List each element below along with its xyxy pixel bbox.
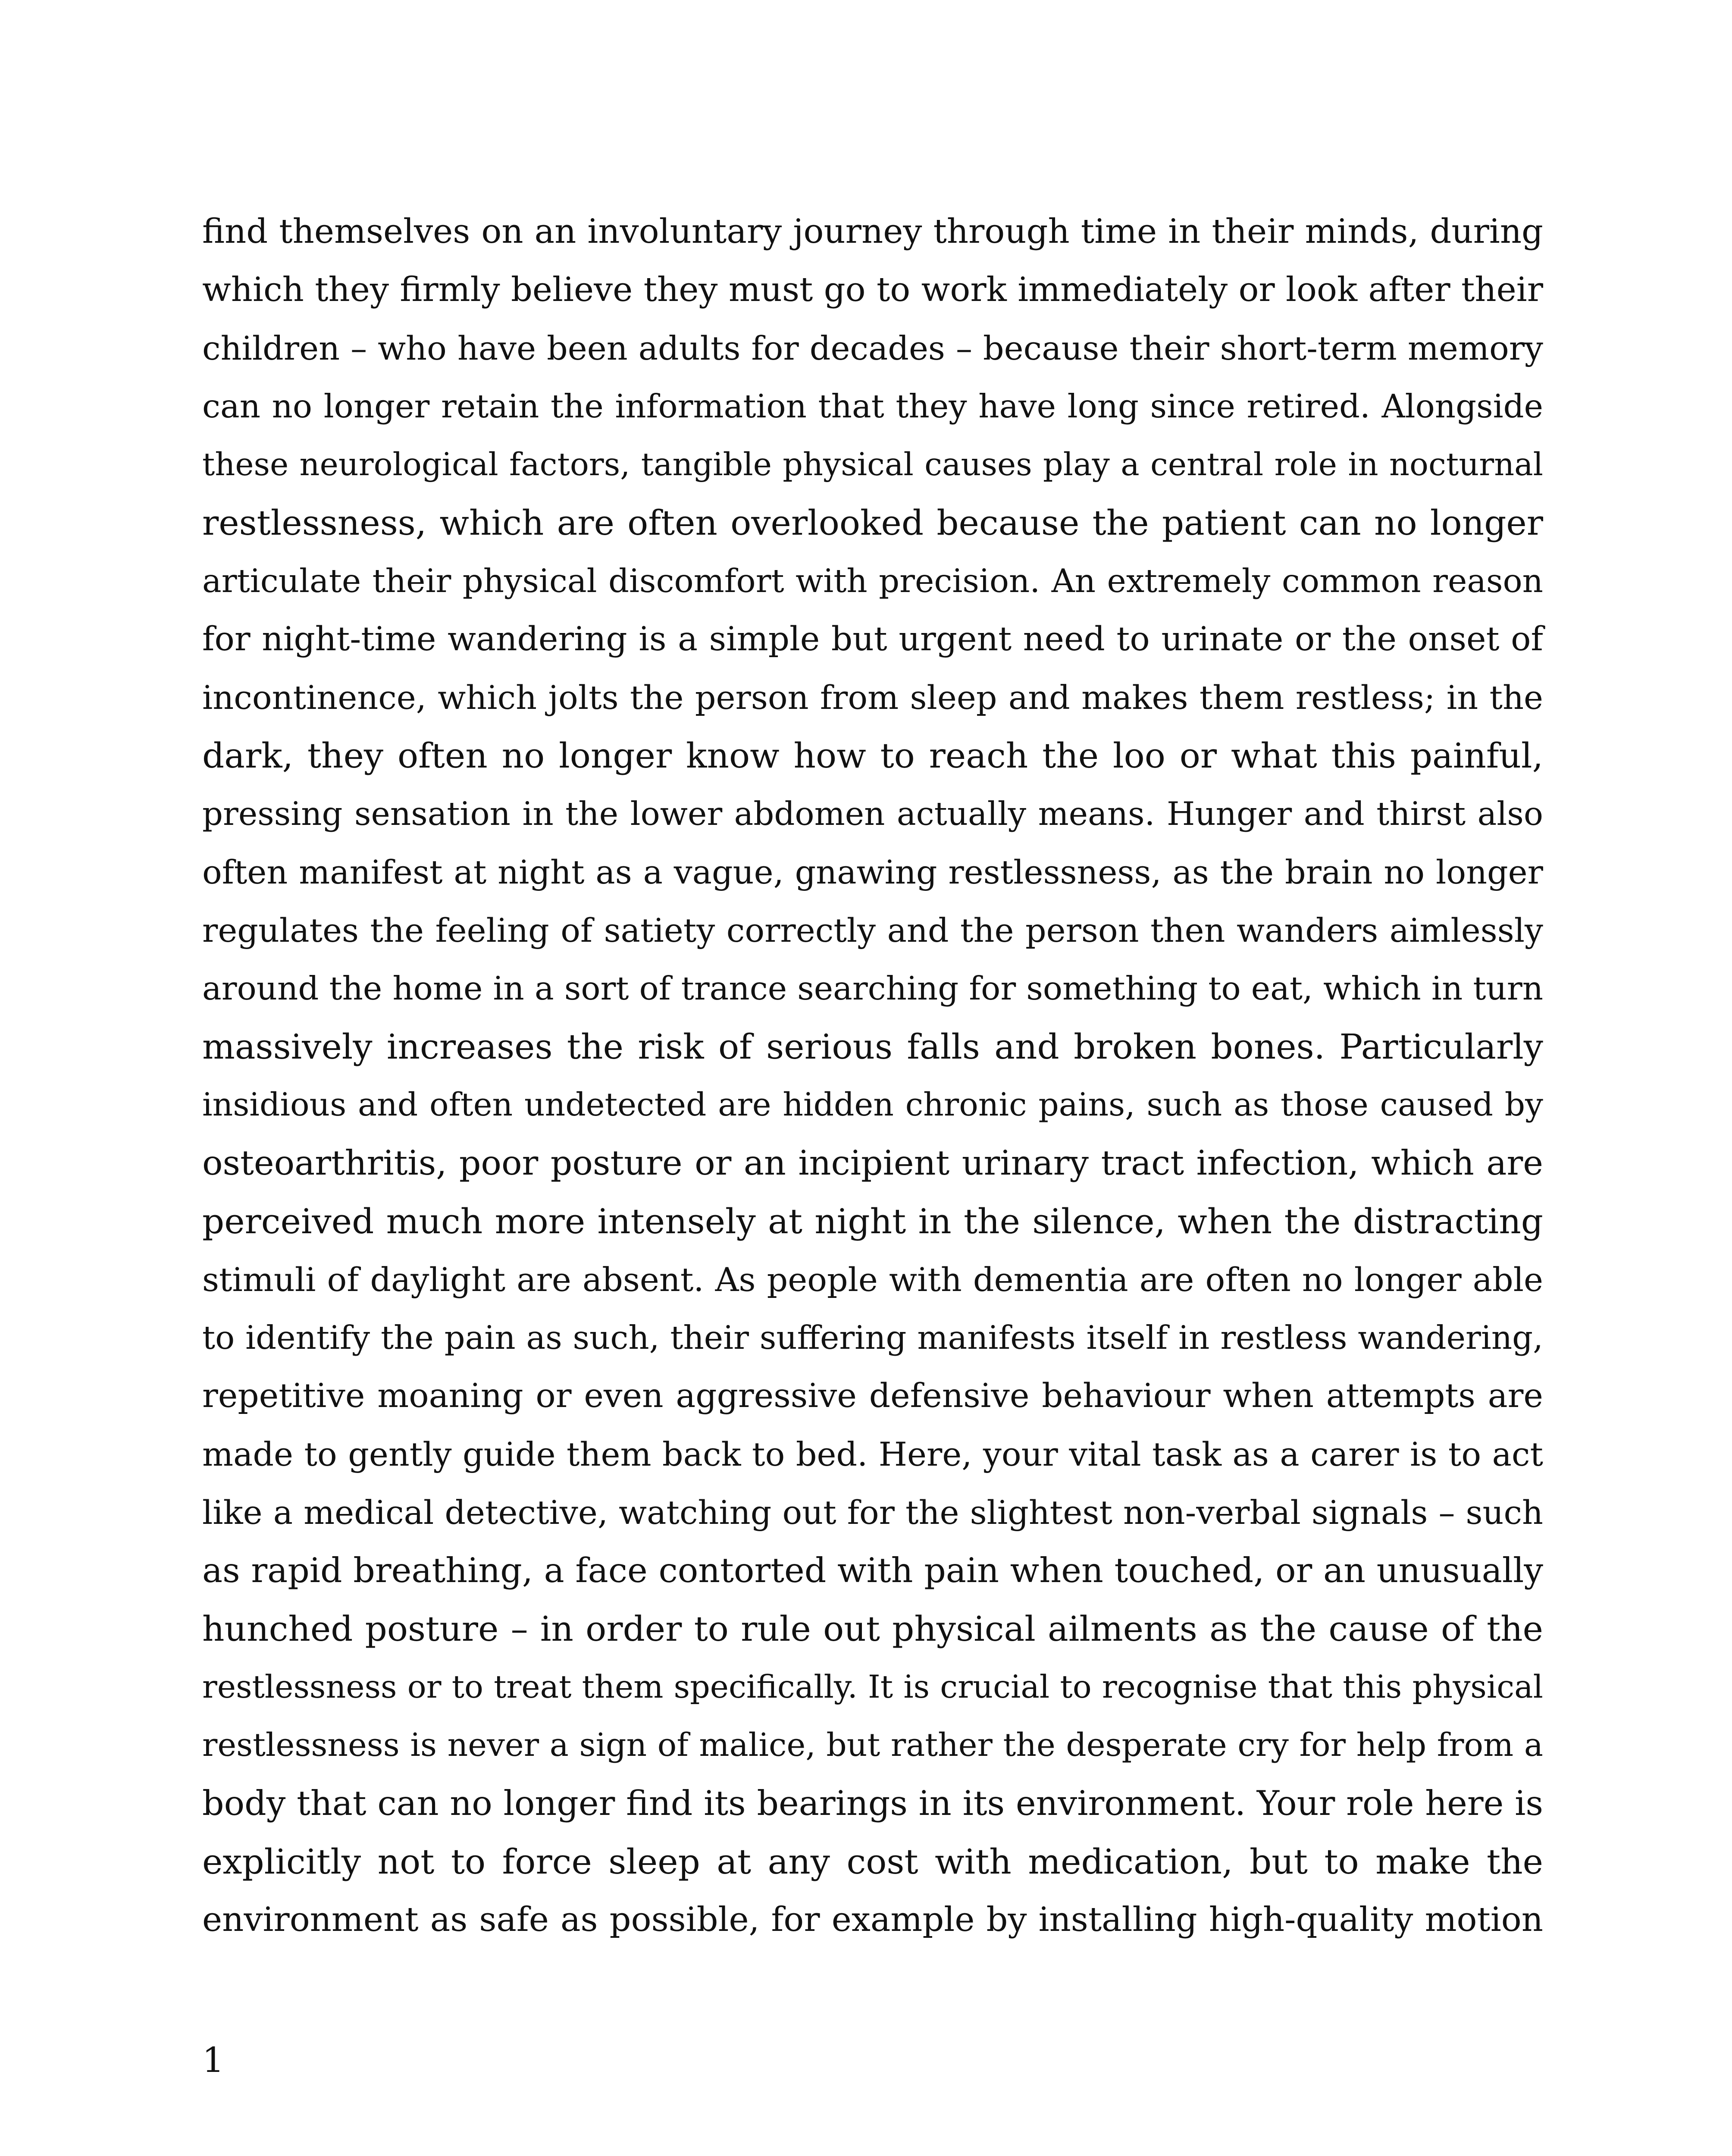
text-line: these neurological factors, tangible physical causes play a central role in nocturnal	[202, 446, 1543, 483]
text-line: environment as safe as possible, for example by installing high-quality motion	[202, 1900, 1543, 1939]
text-line: restlessness is never a sign of malice, but rather the desperate cry for help from a	[202, 1727, 1543, 1764]
text-line: hunched posture – in order to rule out physical ailments as the cause of the	[202, 1609, 1543, 1649]
text-line: insidious and often undetected are hidden chronic pains, such as those caused by	[202, 1086, 1543, 1123]
text-line: like a medical detective, watching out for the slightest non-verbal signals – such	[202, 1493, 1543, 1532]
text-line: body that can no longer find its bearings in its environment. Your role here is	[202, 1783, 1543, 1823]
text-line: restlessness, which are often overlooked because the patient can no longer	[202, 503, 1543, 543]
text-line: pressing sensation in the lower abdomen actually means. Hunger and thirst also	[202, 795, 1543, 833]
text-line: made to gently guide them back to bed. Here, your vital task as a carer is to act	[202, 1435, 1543, 1473]
text-line: dark, they often no longer know how to reach the loo or what this painful,	[202, 736, 1543, 776]
text-line: often manifest at night as a vague, gnawing restlessness, as the brain no longer	[202, 853, 1543, 891]
text-line: incontinence, which jolts the person from sleep and makes them restless; in the	[202, 678, 1543, 717]
text-line: restlessness or to treat them specifically. It is crucial to recognise that this physical	[202, 1669, 1543, 1705]
text-line: for night-time wandering is a simple but urgent need to urinate or the onset of	[202, 620, 1543, 658]
text-line: explicitly not to force sleep at any cost with medication, but to make the	[202, 1842, 1543, 1882]
text-line: can no longer retain the information that they have long since retired. Alongside	[202, 387, 1543, 425]
text-line: find themselves on an involuntary journey through time in their minds, during	[202, 212, 1543, 251]
text-line: which they firmly believe they must go to work immediately or look after their	[202, 270, 1543, 309]
text-line: perceived much more intensely at night in the silence, when the distracting	[202, 1201, 1543, 1241]
text-line: repetitive moaning or even aggressive defensive behaviour when attempts are	[202, 1377, 1543, 1415]
page-number: 1	[202, 2040, 224, 2080]
text-line: to identify the pain as such, their suffering manifests itself in restless wandering,	[202, 1319, 1543, 1357]
body-paragraph	[202, 203, 1543, 1949]
text-line: articulate their physical discomfort with precision. An extremely common reason	[202, 562, 1543, 600]
text-line: stimuli of daylight are absent. As people with dementia are often no longer able	[202, 1260, 1543, 1299]
text-line: children – who have been adults for decades – because their short-term memory	[202, 329, 1543, 367]
text-line: regulates the feeling of satiety correctly and the person then wanders aimlessly	[202, 911, 1543, 950]
text-line: around the home in a sort of trance searching for something to eat, which in turn	[202, 969, 1543, 1007]
text-line: massively increases the risk of serious falls and broken bones. Particularly	[202, 1027, 1543, 1067]
text-line: as rapid breathing, a face contorted with pain when touched, or an unusually	[202, 1551, 1543, 1590]
text-line: osteoarthritis, poor posture or an incipient urinary tract infection, which are	[202, 1143, 1543, 1183]
